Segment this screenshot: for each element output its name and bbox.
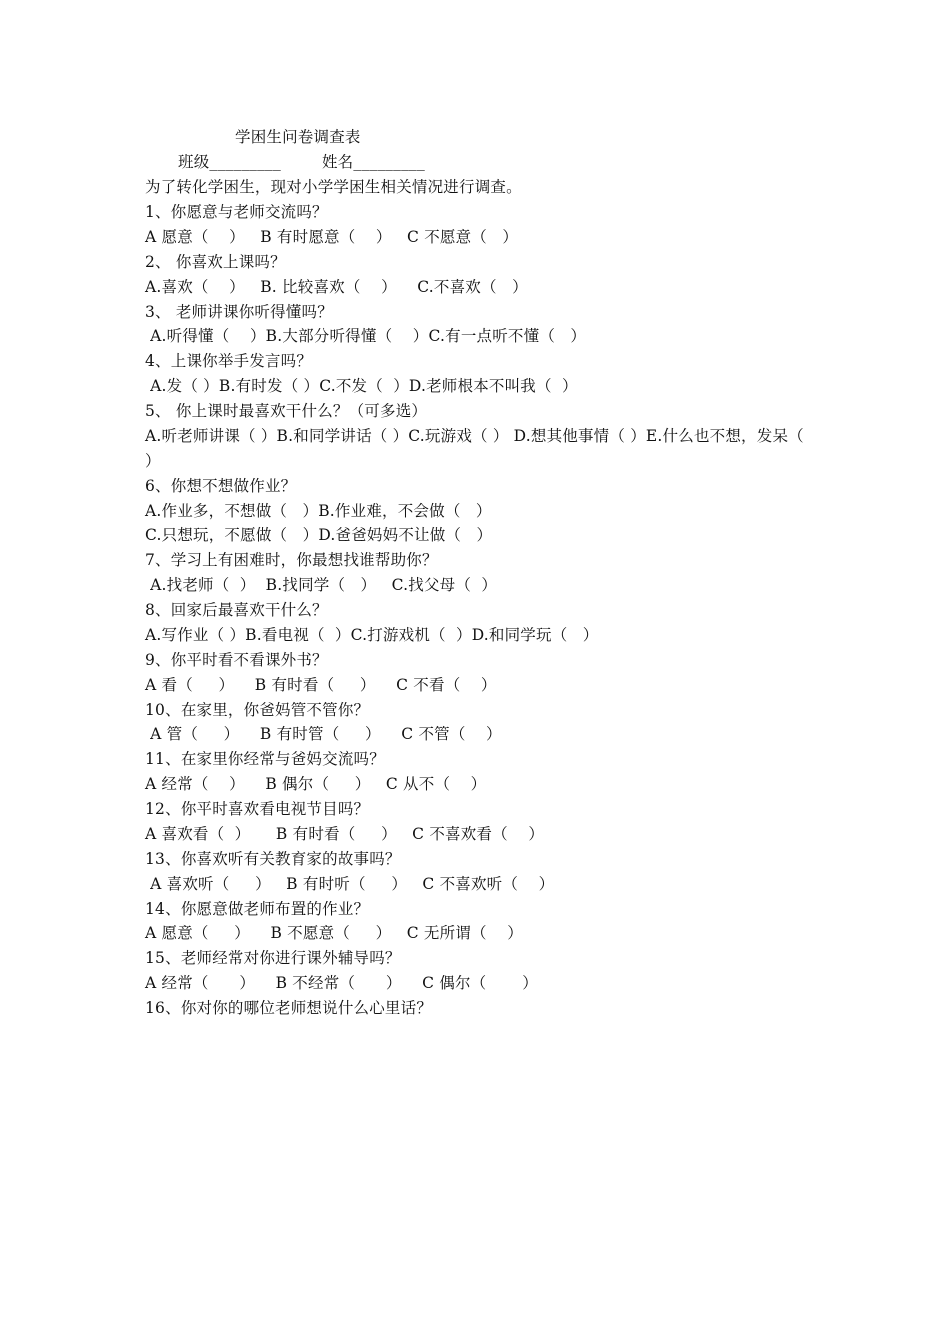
options-11: A 经常（ ） B 偶尔（ ） C 从不（ ） [145,775,487,793]
options-14: A 愿意（ ） B 不愿意（ ） C 无所谓（ ） [145,924,523,942]
question-6: 6、你想不想做作业？ [145,477,297,495]
question-13: 13、你喜欢听有关教育家的故事吗？ [145,850,401,868]
question-9: 9、你平时看不看课外书？ [145,651,328,669]
options-6a: A.作业多，不想做（ ）B.作业难，不会做（ ） [145,502,492,520]
question-16: 16、你对你的哪位老师想说什么心里话？ [145,999,433,1017]
options-1: A 愿意（ ） B 有时愿意（ ） C 不愿意（ ） [145,228,519,246]
question-7: 7、学习上有困难时，你最想找谁帮助你？ [145,551,438,569]
page-title: 学困生问卷调查表 [235,128,361,146]
options-13: A 喜欢听（ ） B 有时听（ ） C 不喜欢听（ ） [145,875,555,893]
options-2: A.喜欢（ ） B. 比较喜欢（ ） C.不喜欢（ ） [145,278,528,296]
question-11: 11、在家里你经常与爸妈交流吗？ [145,750,385,768]
question-4: 4、上课你举手发言吗？ [145,352,313,370]
options-6b: C.只想玩，不愿做（ ）D.爸爸妈妈不让做（ ） [145,526,493,544]
options-5: A.听老师讲课（ ）B.和同学讲话（ ）C.玩游戏（ ） D.想其他事情（ ）E.什么也不想，发呆（ ） [145,427,804,470]
question-3: 3、 老师讲课你听得懂吗？ [145,303,333,321]
question-14: 14、你愿意做老师布置的作业？ [145,900,370,918]
intro-text: 为了转化学困生，现对小学学困生相关情况进行调查。 [145,178,522,196]
question-15: 15、老师经常对你进行课外辅导吗？ [145,949,401,967]
question-8: 8、回家后最喜欢干什么？ [145,601,328,619]
options-9: A 看（ ） B 有时看（ ） C 不看（ ） [145,676,497,694]
options-7: A.找老师（ ） B.找同学（ ） C.找父母（ ） [145,576,498,594]
options-4: A.发（ ）B.有时发（ ）C.不发（ ）D.老师根本不叫我（ ） [145,377,578,395]
question-5: 5、 你上课时最喜欢干什么？（可多选） [145,402,428,420]
options-10: A 管（ ） B 有时管（ ） C 不管（ ） [145,725,502,743]
question-2: 2、 你喜欢上课吗？ [145,253,286,271]
options-15: A 经常（ ） B 不经常（ ） C 偶尔（ ） [145,974,538,992]
question-12: 12、你平时喜欢看电视节目吗？ [145,800,370,818]
options-8: A.写作业（ ）B.看电视（ ）C.打游戏机（ ）D.和同学玩（ ） [145,626,599,644]
class-name-fields: 班级_________ 姓名_________ [178,153,425,171]
question-10: 10、在家里，你爸妈管不管你？ [145,701,370,719]
question-1: 1、你愿意与老师交流吗？ [145,203,328,221]
options-12: A 喜欢看（ ） B 有时看（ ） C 不喜欢看（ ） [145,825,545,843]
options-3: A.听得懂（ ）B.大部分听得懂（ ）C.有一点听不懂（ ） [145,327,587,345]
